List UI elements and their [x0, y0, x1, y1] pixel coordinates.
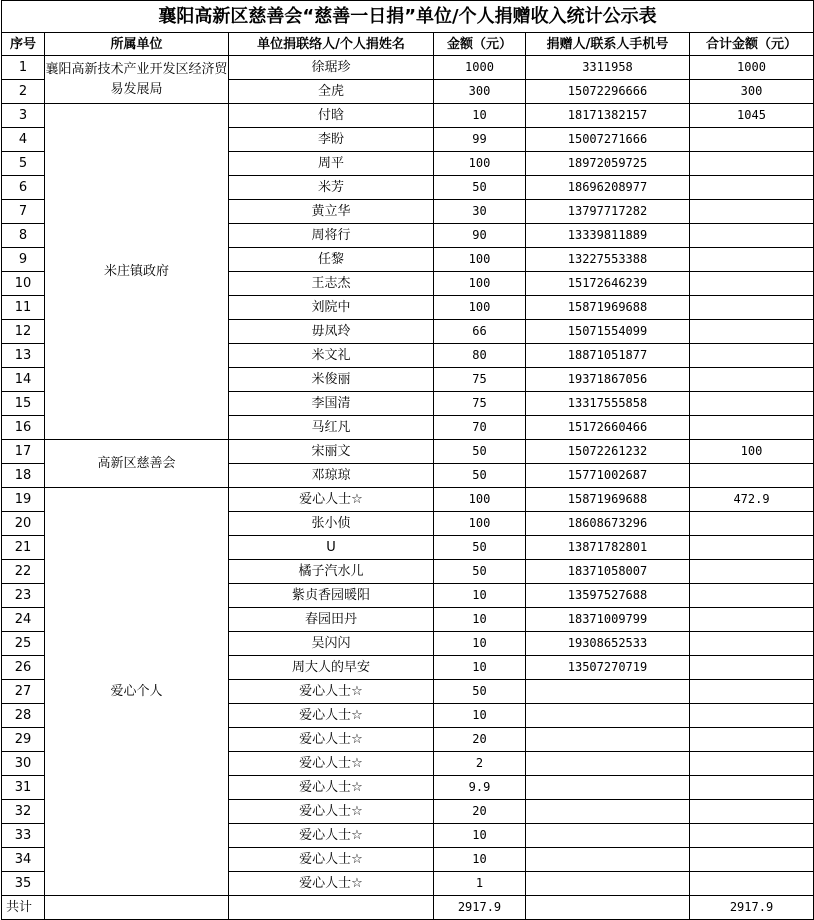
table-title: 襄阳高新区慈善会“慈善一日捐”单位/个人捐赠收入统计公示表	[2, 1, 814, 33]
donor-name: 周平	[229, 152, 434, 176]
unit-name: 爱心个人	[45, 488, 229, 896]
donor-phone: 13507270719	[526, 656, 690, 680]
donor-phone: 19371867056	[526, 368, 690, 392]
group-total	[690, 416, 814, 440]
group-total	[690, 800, 814, 824]
group-total	[690, 560, 814, 584]
donor-name: 米芳	[229, 176, 434, 200]
donation-amount: 100	[434, 272, 526, 296]
group-total	[690, 584, 814, 608]
group-total	[690, 752, 814, 776]
donor-name: 毋凤玲	[229, 320, 434, 344]
donor-phone: 15071554099	[526, 320, 690, 344]
donation-amount: 10	[434, 704, 526, 728]
donor-phone: 13317555858	[526, 392, 690, 416]
donation-amount: 90	[434, 224, 526, 248]
header-amount: 金额（元）	[434, 33, 526, 56]
row-number: 27	[2, 680, 45, 704]
donor-name: 紫贞香园暖阳	[229, 584, 434, 608]
donor-name: 橘子汽水儿	[229, 560, 434, 584]
donor-name: 爱心人士☆	[229, 776, 434, 800]
donation-amount: 1	[434, 872, 526, 896]
donation-amount: 50	[434, 440, 526, 464]
total-amount: 2917.9	[434, 896, 526, 920]
donor-name: 李国清	[229, 392, 434, 416]
row-number: 33	[2, 824, 45, 848]
group-total	[690, 128, 814, 152]
donation-amount: 10	[434, 656, 526, 680]
donation-amount: 100	[434, 488, 526, 512]
row-number: 14	[2, 368, 45, 392]
donation-amount: 75	[434, 392, 526, 416]
donor-name: 付晗	[229, 104, 434, 128]
donor-phone: 15072296666	[526, 80, 690, 104]
donor-name: 王志杰	[229, 272, 434, 296]
table-row	[2, 104, 814, 128]
row-number: 24	[2, 608, 45, 632]
donor-name: 张小侦	[229, 512, 434, 536]
row-number: 4	[2, 128, 45, 152]
donor-phone: 15007271666	[526, 128, 690, 152]
donor-phone: 13871782801	[526, 536, 690, 560]
row-number: 12	[2, 320, 45, 344]
group-total: 1045	[690, 104, 814, 128]
donor-name: 周将行	[229, 224, 434, 248]
group-total	[690, 608, 814, 632]
group-total	[690, 776, 814, 800]
group-total: 1000	[690, 56, 814, 80]
group-total	[690, 344, 814, 368]
donor-name: 李盼	[229, 128, 434, 152]
donor-phone	[526, 776, 690, 800]
group-total	[690, 392, 814, 416]
header-no: 序号	[2, 33, 45, 56]
donation-amount: 20	[434, 800, 526, 824]
group-total	[690, 824, 814, 848]
donation-amount: 10	[434, 608, 526, 632]
donor-name: 爱心人士☆	[229, 752, 434, 776]
unit-name: 襄阳高新技术产业开发区经济贸易发展局	[45, 56, 229, 104]
donor-name: 春园田丹	[229, 608, 434, 632]
row-number: 6	[2, 176, 45, 200]
donor-phone: 18871051877	[526, 344, 690, 368]
donor-name: 爱心人士☆	[229, 488, 434, 512]
row-number: 3	[2, 104, 45, 128]
donor-name: 爱心人士☆	[229, 680, 434, 704]
header-unit: 所属单位	[45, 33, 229, 56]
donor-phone: 18371009799	[526, 608, 690, 632]
row-number: 31	[2, 776, 45, 800]
header-name: 单位捐联络人/个人捐姓名	[229, 33, 434, 56]
total-label: 共计	[2, 896, 45, 920]
donor-phone	[526, 704, 690, 728]
donation-amount: 66	[434, 320, 526, 344]
row-number: 20	[2, 512, 45, 536]
row-number: 2	[2, 80, 45, 104]
donor-phone: 13797717282	[526, 200, 690, 224]
group-total	[690, 320, 814, 344]
total-empty-unit	[45, 896, 229, 920]
donor-phone: 18972059725	[526, 152, 690, 176]
row-number: 7	[2, 200, 45, 224]
donation-amount: 10	[434, 824, 526, 848]
row-number: 22	[2, 560, 45, 584]
donor-name: 米文礼	[229, 344, 434, 368]
donor-phone: 18608673296	[526, 512, 690, 536]
donation-amount: 100	[434, 296, 526, 320]
donor-phone	[526, 680, 690, 704]
group-total	[690, 368, 814, 392]
row-number: 34	[2, 848, 45, 872]
group-total	[690, 872, 814, 896]
group-total	[690, 680, 814, 704]
row-number: 29	[2, 728, 45, 752]
table-row	[2, 488, 814, 512]
donor-name: 马红凡	[229, 416, 434, 440]
donor-phone: 15771002687	[526, 464, 690, 488]
donor-name: 周大人的早安	[229, 656, 434, 680]
donation-amount: 10	[434, 848, 526, 872]
donation-amount: 99	[434, 128, 526, 152]
row-number: 23	[2, 584, 45, 608]
donor-name: 黄立华	[229, 200, 434, 224]
group-total	[690, 176, 814, 200]
donor-name: 爱心人士☆	[229, 800, 434, 824]
donation-amount: 1000	[434, 56, 526, 80]
donor-phone: 15871969688	[526, 488, 690, 512]
donor-name: 刘院中	[229, 296, 434, 320]
donor-phone: 13227553388	[526, 248, 690, 272]
group-total	[690, 656, 814, 680]
donation-amount: 70	[434, 416, 526, 440]
donor-name: 爱心人士☆	[229, 848, 434, 872]
donor-phone	[526, 728, 690, 752]
group-total	[690, 848, 814, 872]
row-number: 16	[2, 416, 45, 440]
donor-phone: 15172646239	[526, 272, 690, 296]
row-number: 21	[2, 536, 45, 560]
unit-name: 米庄镇政府	[45, 104, 229, 440]
donor-phone: 18171382157	[526, 104, 690, 128]
donor-phone: 13339811889	[526, 224, 690, 248]
donation-amount: 20	[434, 728, 526, 752]
donation-amount: 50	[434, 176, 526, 200]
donation-amount: 50	[434, 464, 526, 488]
group-total	[690, 632, 814, 656]
group-total	[690, 272, 814, 296]
header-total: 合计金额（元）	[690, 33, 814, 56]
group-total	[690, 200, 814, 224]
donation-amount: 10	[434, 632, 526, 656]
row-number: 11	[2, 296, 45, 320]
donor-phone	[526, 848, 690, 872]
row-number: 26	[2, 656, 45, 680]
group-total	[690, 464, 814, 488]
donation-amount: 50	[434, 536, 526, 560]
donor-name: 爱心人士☆	[229, 872, 434, 896]
donor-phone	[526, 872, 690, 896]
table-row	[2, 440, 814, 464]
group-total	[690, 296, 814, 320]
group-total: 472.9	[690, 488, 814, 512]
row-number: 25	[2, 632, 45, 656]
donor-name: 全虎	[229, 80, 434, 104]
donation-amount: 9.9	[434, 776, 526, 800]
donor-name: 任黎	[229, 248, 434, 272]
donor-phone: 15072261232	[526, 440, 690, 464]
row-number: 10	[2, 272, 45, 296]
donor-phone	[526, 752, 690, 776]
row-number: 13	[2, 344, 45, 368]
group-total	[690, 704, 814, 728]
row-number: 28	[2, 704, 45, 728]
donor-name: 吴闪闪	[229, 632, 434, 656]
row-number: 9	[2, 248, 45, 272]
donation-table	[1, 0, 814, 920]
donor-name: 爱心人士☆	[229, 824, 434, 848]
donor-name: 邓琼琼	[229, 464, 434, 488]
donor-name: 爱心人士☆	[229, 728, 434, 752]
group-total	[690, 248, 814, 272]
donor-phone: 15871969688	[526, 296, 690, 320]
donor-phone: 19308652533	[526, 632, 690, 656]
row-number: 17	[2, 440, 45, 464]
donor-phone	[526, 824, 690, 848]
header-row	[2, 33, 814, 56]
total-empty-phone	[526, 896, 690, 920]
total-row	[2, 896, 814, 920]
donor-name: U	[229, 536, 434, 560]
group-total: 300	[690, 80, 814, 104]
group-total	[690, 512, 814, 536]
row-number: 15	[2, 392, 45, 416]
donation-amount: 300	[434, 80, 526, 104]
row-number: 30	[2, 752, 45, 776]
donation-amount: 100	[434, 512, 526, 536]
donor-phone: 13597527688	[526, 584, 690, 608]
donation-amount: 100	[434, 248, 526, 272]
donation-amount: 30	[434, 200, 526, 224]
row-number: 1	[2, 56, 45, 80]
row-number: 18	[2, 464, 45, 488]
donor-phone: 3311958	[526, 56, 690, 80]
header-phone: 捐赠人/联系人手机号	[526, 33, 690, 56]
row-number: 5	[2, 152, 45, 176]
group-total	[690, 224, 814, 248]
row-number: 8	[2, 224, 45, 248]
donation-amount: 10	[434, 584, 526, 608]
unit-name: 高新区慈善会	[45, 440, 229, 488]
donor-phone: 18371058007	[526, 560, 690, 584]
group-total	[690, 728, 814, 752]
donation-amount: 100	[434, 152, 526, 176]
donation-amount: 50	[434, 560, 526, 584]
group-total: 100	[690, 440, 814, 464]
group-total	[690, 536, 814, 560]
group-total	[690, 152, 814, 176]
donation-amount: 75	[434, 368, 526, 392]
row-number: 32	[2, 800, 45, 824]
donor-phone: 18696208977	[526, 176, 690, 200]
total-empty-name	[229, 896, 434, 920]
donor-phone	[526, 800, 690, 824]
donation-amount: 50	[434, 680, 526, 704]
donor-name: 爱心人士☆	[229, 704, 434, 728]
row-number: 19	[2, 488, 45, 512]
table-row	[2, 56, 814, 80]
donation-amount: 80	[434, 344, 526, 368]
donor-name: 米俊丽	[229, 368, 434, 392]
row-number: 35	[2, 872, 45, 896]
donation-amount: 10	[434, 104, 526, 128]
donation-amount: 2	[434, 752, 526, 776]
donor-name: 徐琚珍	[229, 56, 434, 80]
donor-name: 宋丽文	[229, 440, 434, 464]
grand-total: 2917.9	[690, 896, 814, 920]
donor-phone: 15172660466	[526, 416, 690, 440]
